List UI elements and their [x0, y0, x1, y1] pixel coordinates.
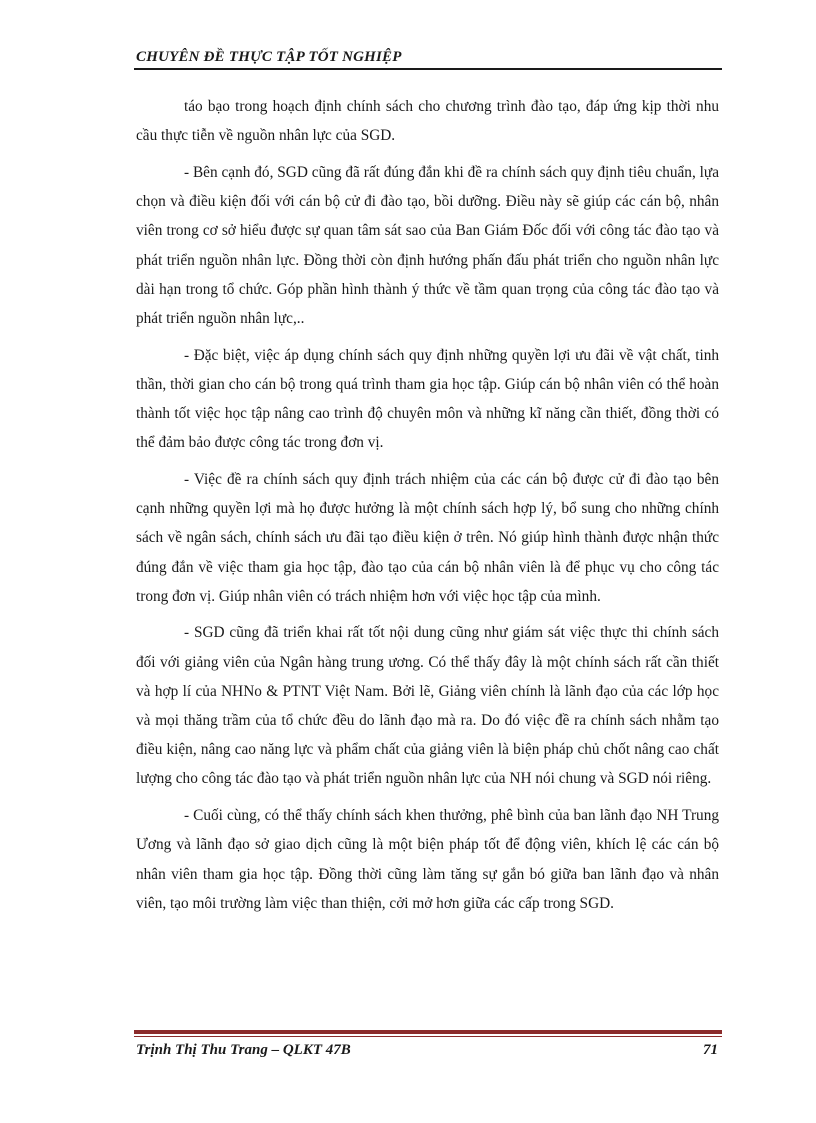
paragraph: táo bạo trong hoạch định chính sách cho chương trình đào tạo, đáp ứng kịp thời nhu cầu thực tiễn về nguồn nhân lực của SGD. [136, 98, 719, 145]
header-title: CHUYÊN ĐỀ THỰC TẬP TỐT NGHIỆP [136, 49, 402, 65]
paragraph: - Bên cạnh đó, SGD cũng đã rất đúng đắn khi đề ra chính sách quy định tiêu chuẩn, lựa chọn và điều kiện đối với cán bộ cử đi đào tạo, bồi dưỡng. Điều này sẽ giúp các cán bộ, nhân viên trong cơ sở hiểu được sự quan tâm sát sao của Ban Giám Đốc đối với công tác đào tạo và phát triển nguồn nhân lực. Đồng thời còn định hướng phấn đấu phát triển cho nguồn nhân lực dài hạn trong tổ chức. Góp phần hình thành ý thức về tầm quan trọng của công tác đào tạo và phát triển nguồn nhân lực,.. [136, 163, 719, 327]
footer-author: Trịnh Thị Thu Trang – QLKT 47B [136, 1042, 351, 1058]
page-number: 71 [703, 1042, 718, 1058]
paragraph: - Việc đề ra chính sách quy định trách nhiệm của các cán bộ được cử đi đào tạo bên cạnh những quyền lợi mà họ được hưởng là một chính sách hợp lý, bổ sung cho những chính sách về ngân sách, chính sách ưu đãi tạo điều kiện ở trên. Nó giúp hình thành được nhận thức đúng đắn về việc tham gia học tập, đào tạo của cán bộ nhân viên là để phục vụ cho công tác trong đơn vị. Giúp nhân viên có trách nhiệm hơn với việc học tập của mình. [136, 470, 719, 605]
footer-divider-thin [134, 1036, 722, 1037]
header-divider [134, 68, 722, 70]
paragraph: - SGD cũng đã triển khai rất tốt nội dung cũng như giám sát việc thực thi chính sách đối với giảng viên của Ngân hàng trung ương. Có thể thấy đây là một chính sách rất cần thiết và hợp lí của NHNo & PTNT Việt Nam. Bởi lẽ, Giảng viên chính là lãnh đạo của các lớp học và mọi thăng trầm của tổ chức đều do lãnh đạo mà ra. Do đó việc đề ra chính sách nhằm tạo điều kiện, nâng cao năng lực và phẩm chất của giảng viên là biện pháp chủ chốt nâng cao chất lượng cho công tác đào tạo và phát triển nguồn nhân lực của NH nói chung và SGD nói riêng. [136, 624, 719, 788]
paragraph: - Đặc biệt, việc áp dụng chính sách quy định những quyền lợi ưu đãi về vật chất, tinh thần, thời gian cho cán bộ trong quá trình tham gia học tập. Giúp cán bộ nhân viên có thể hoàn thành tốt việc học tập nâng cao trình độ chuyên môn và những kĩ năng cần thiết, đồng thời có thể đảm bảo được công tác trong đơn vị. [136, 346, 719, 452]
paragraph: - Cuối cùng, có thể thấy chính sách khen thưởng, phê bình của ban lãnh đạo NH Trung Ương và lãnh đạo sở giao dịch cũng là một biện pháp tốt để động viên, khích lệ các cán bộ nhân viên tham gia học tập. Đồng thời cũng làm tăng sự gắn bó giữa ban lãnh đạo và nhân viên, tạo môi trường làm việc than thiện, cởi mở hơn giữa các cấp trong SGD. [136, 807, 719, 912]
footer-divider-thick [134, 1030, 722, 1034]
document-body [136, 92, 719, 925]
